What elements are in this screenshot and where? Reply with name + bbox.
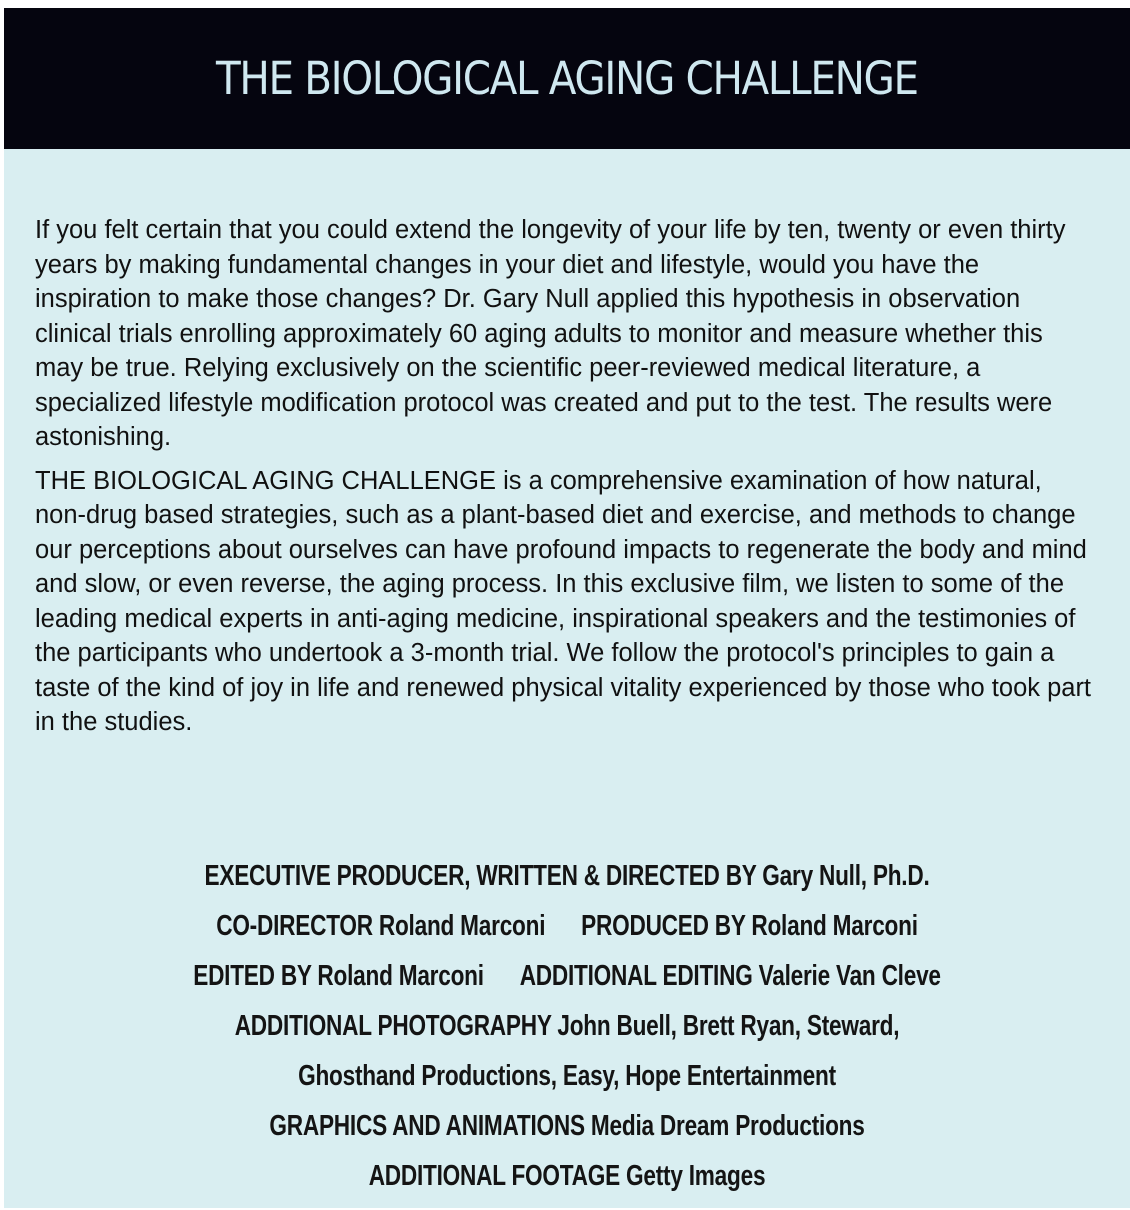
title-banner	[4, 8, 1130, 149]
description-paragraph-1: If you felt certain that you could extend the longevity of your life by ten, twenty or even thirty years by making fundamental changes in your diet and lifestyle, would you have the inspiration to make those changes? Dr. Gary Null applied this hypothesis in observation clinical trials enrolling approximately 60 aging adults to monitor and measure whether this may be true. Relying exclusively on the scientific peer-reviewed medical literature, a specialized lifestyle modification protocol was created and put to the test. The results were astonishing.	[35, 216, 1066, 451]
document-panel	[4, 8, 1130, 1208]
credit-line-director-producer	[128, 901, 1006, 951]
credit-line-footage	[128, 1151, 1006, 1201]
credit-line-editing	[128, 951, 1006, 1001]
credit-additional-editing: ADDITIONAL EDITING Valerie Van Cleve	[519, 960, 941, 992]
credit-co-director: CO-DIRECTOR Roland Marconi	[216, 910, 546, 942]
credit-executive-producer: EXECUTIVE PRODUCER, WRITTEN & DIRECTED BY Gary Null, Ph.D.	[204, 860, 930, 892]
credit-line-graphics	[128, 1101, 1006, 1151]
description-paragraph-2: THE BIOLOGICAL AGING CHALLENGE is a comprehensive examination of how natural, non-drug based strategies, such as a plant-based diet and exercise, and methods to change our perceptions about ourselves can have profound impacts to regenerate the body and mind and slow, or even reverse, the aging process. In this exclusive film, we listen to some of the leading medical experts in anti-aging medicine, inspirational speakers and the testimonies of the participants who undertook a 3-month trial. We follow the protocol's principles to gain a taste of the kind of joy in life and renewed physical vitality experienced by those who took part in the studies.	[35, 466, 1092, 736]
credit-line-executive-producer	[128, 851, 1006, 901]
page-title: THE BIOLOGICAL AGING CHALLENGE	[216, 52, 918, 105]
credit-line-photography-cont	[128, 1051, 1006, 1101]
credits-block	[4, 851, 1130, 1201]
credit-footage: ADDITIONAL FOOTAGE Getty Images	[368, 1160, 766, 1192]
credit-photography-cont: Ghosthand Productions, Easy, Hope Entertainment	[298, 1060, 836, 1092]
credit-producer: PRODUCED BY Roland Marconi	[581, 910, 918, 942]
credit-photography: ADDITIONAL PHOTOGRAPHY John Buell, Brett Ryan, Steward,	[234, 1010, 900, 1042]
credit-graphics: GRAPHICS AND ANIMATIONS Media Dream Productions	[269, 1110, 865, 1142]
credit-line-photography	[128, 1001, 1006, 1051]
description	[35, 213, 1095, 740]
credit-editor: EDITED BY Roland Marconi	[193, 960, 484, 992]
